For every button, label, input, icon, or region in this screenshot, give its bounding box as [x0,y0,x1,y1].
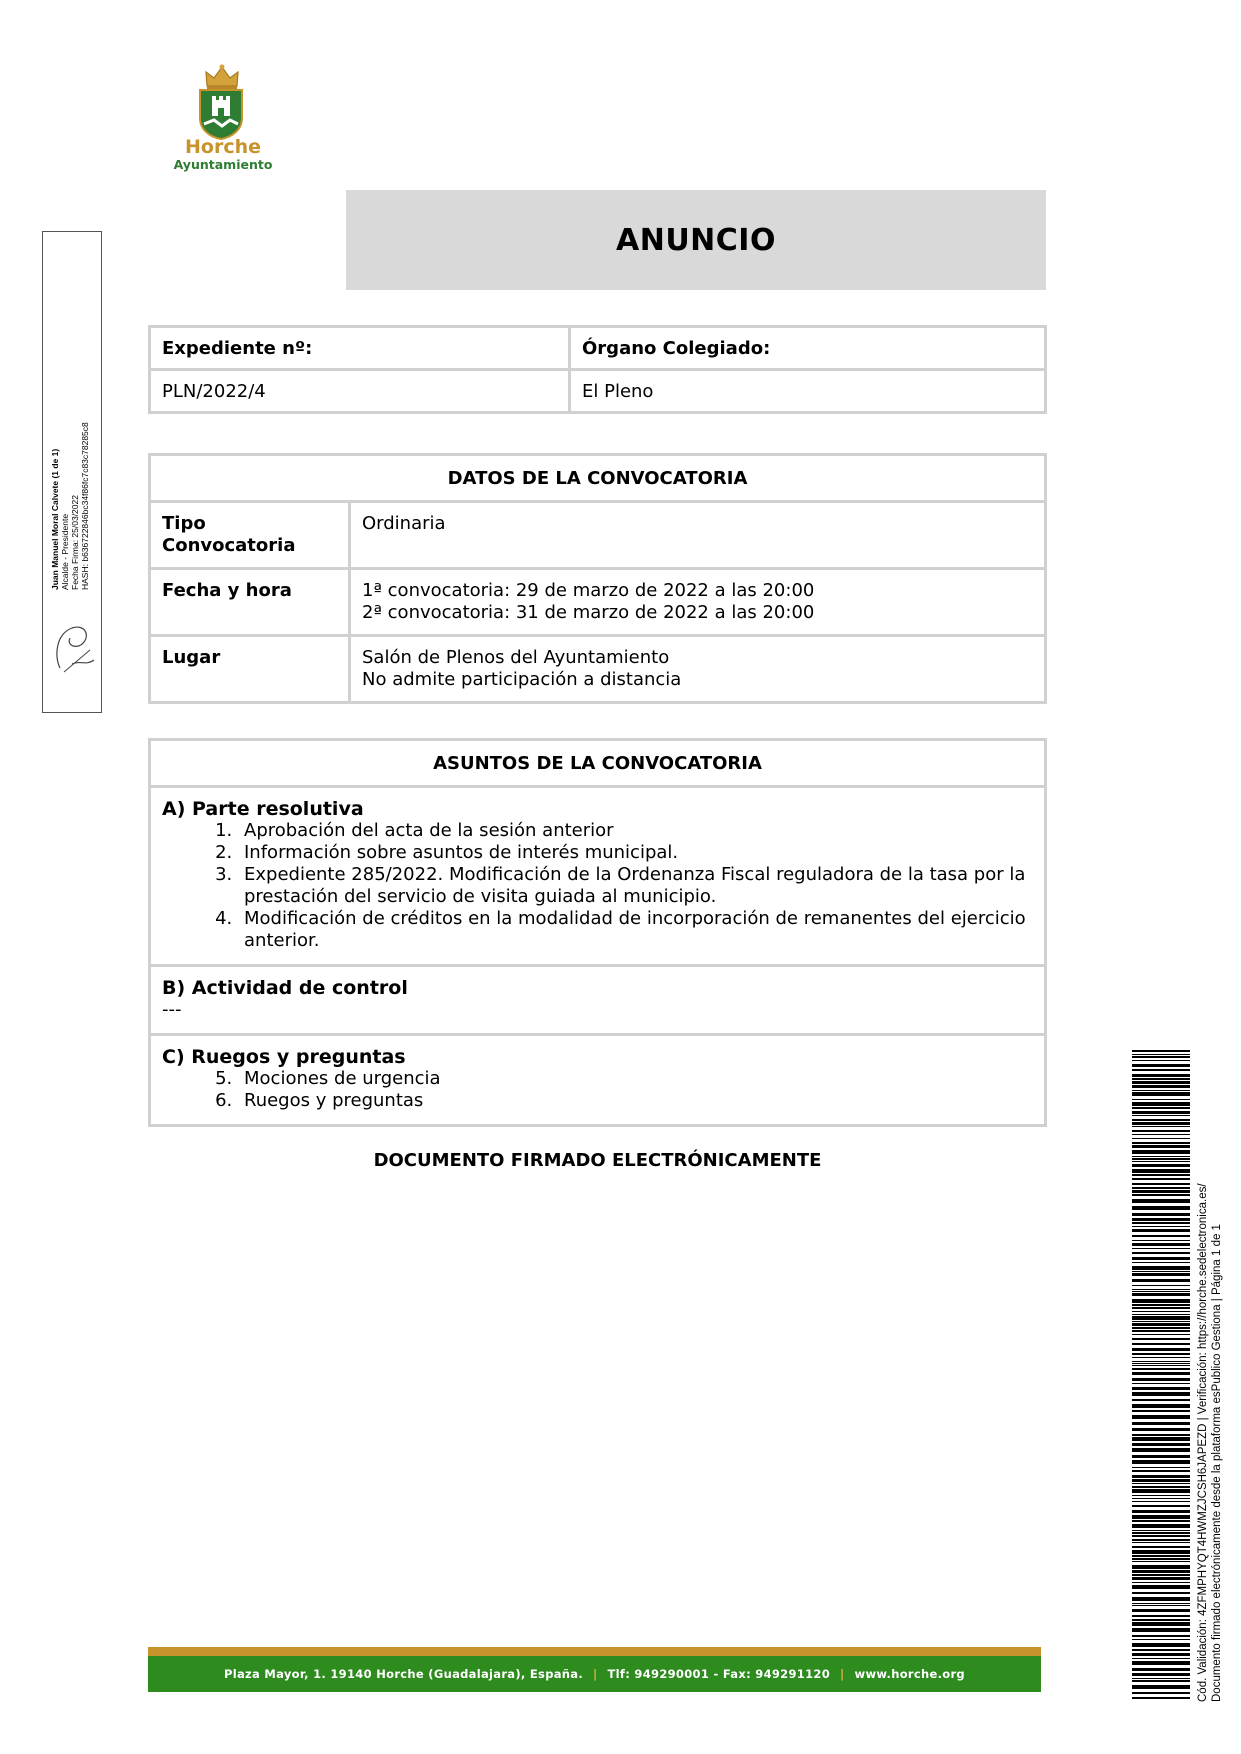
page-title: ANUNCIO [616,222,776,258]
section-title: B) Actividad de control [162,977,408,999]
table-row [150,636,1046,703]
datos-table [148,453,1047,704]
list-item: 3. Expediente 285/2022. Modificación de la Ordenanza Fiscal reguladora de la tasa por la prestación del servicio de visita guiada al municipio. [238,864,1033,908]
signature-date: Fecha Firma: 25/03/2022 [70,495,80,590]
signer-name: Juan Manuel Moral Calvete (1 de 1) [50,448,60,590]
title-banner [346,190,1046,290]
table-row [150,569,1046,636]
value-line: No admite participación a distancia [362,669,682,690]
handwritten-signature [50,620,100,676]
crown-icon [204,64,240,90]
footer-phone: Tlf: 949290001 - Fax: 949291120 [607,1667,830,1681]
footer-separator: | [840,1667,845,1681]
section-title: A) Parte resolutiva [162,798,364,820]
footer-bar [148,1656,1041,1692]
asuntos-heading: ASUNTOS DE LA CONVOCATORIA [150,740,1046,787]
list-item: 6. Ruegos y preguntas [238,1090,1033,1112]
list-item: 1. Aprobación del acta de la sesión anterior [238,820,1033,842]
expediente-table [148,325,1047,414]
horche-logo [168,62,278,174]
asuntos-table [148,738,1047,1127]
row-value [350,636,1046,703]
signature-text [50,370,100,590]
validation-line: Documento firmado electrónicamente desde la plataforma esPublico Gestiona | Página 1 de 1 [1211,1224,1223,1702]
value-line: Salón de Plenos del Ayuntamiento [362,647,670,668]
list-item: 5. Mociones de urgencia [238,1068,1033,1090]
value-line: 2ª convocatoria: 31 de marzo de 2022 a las 20:00 [362,602,815,623]
logo-subtitle: Ayuntamiento [173,157,273,172]
footer-separator: | [593,1667,598,1681]
agenda-list [162,820,1033,952]
footer-web: www.horche.org [854,1667,965,1681]
list-item: 4. Modificación de créditos en la modalidad de incorporación de remanentes del ejercicio anterior. [238,908,1033,952]
validation-line: Cód. Validación: 4ZFMPHYQT4HWMZJCSH6JAPEZD | Verificación: https://horche.sedelectronica.es/ [1197,1183,1209,1702]
logo-name: Horche [185,136,261,158]
agenda-list [162,1068,1033,1112]
table-row [150,502,1046,569]
datos-heading: DATOS DE LA CONVOCATORIA [150,455,1046,502]
section-a [150,787,1046,966]
signature-hash: HASH: b636722846bc34f86fc7c83c78285c8 [80,422,90,590]
expediente-value: PLN/2022/4 [150,370,570,413]
signer-role: Alcalde - Presidente [60,513,70,590]
footer-address: Plaza Mayor, 1. 19140 Horche (Guadalajara), España. [224,1667,584,1681]
row-value [350,569,1046,636]
section-b [150,966,1046,1035]
organo-label: Órgano Colegiado: [570,327,1046,370]
list-item: 2. Información sobre asuntos de interés municipal. [238,842,1033,864]
signed-notice: DOCUMENTO FIRMADO ELECTRÓNICAMENTE [373,1150,822,1171]
expediente-label: Expediente nº: [150,327,570,370]
row-label: Lugar [150,636,350,703]
section-text: --- [162,999,182,1020]
section-c [150,1035,1046,1126]
value-line: Ordinaria [362,513,446,534]
organo-value: El Pleno [570,370,1046,413]
value-line: 1ª convocatoria: 29 de marzo de 2022 a las 20:00 [362,580,815,601]
validation-text [1196,1082,1236,1702]
row-value [350,502,1046,569]
footer-accent-bar [148,1647,1041,1656]
row-label: Fecha y hora [150,569,350,636]
barcode [1132,1050,1190,1700]
shield-icon [198,88,244,140]
section-title: C) Ruegos y preguntas [162,1046,406,1068]
row-label: Tipo Convocatoria [150,502,350,569]
